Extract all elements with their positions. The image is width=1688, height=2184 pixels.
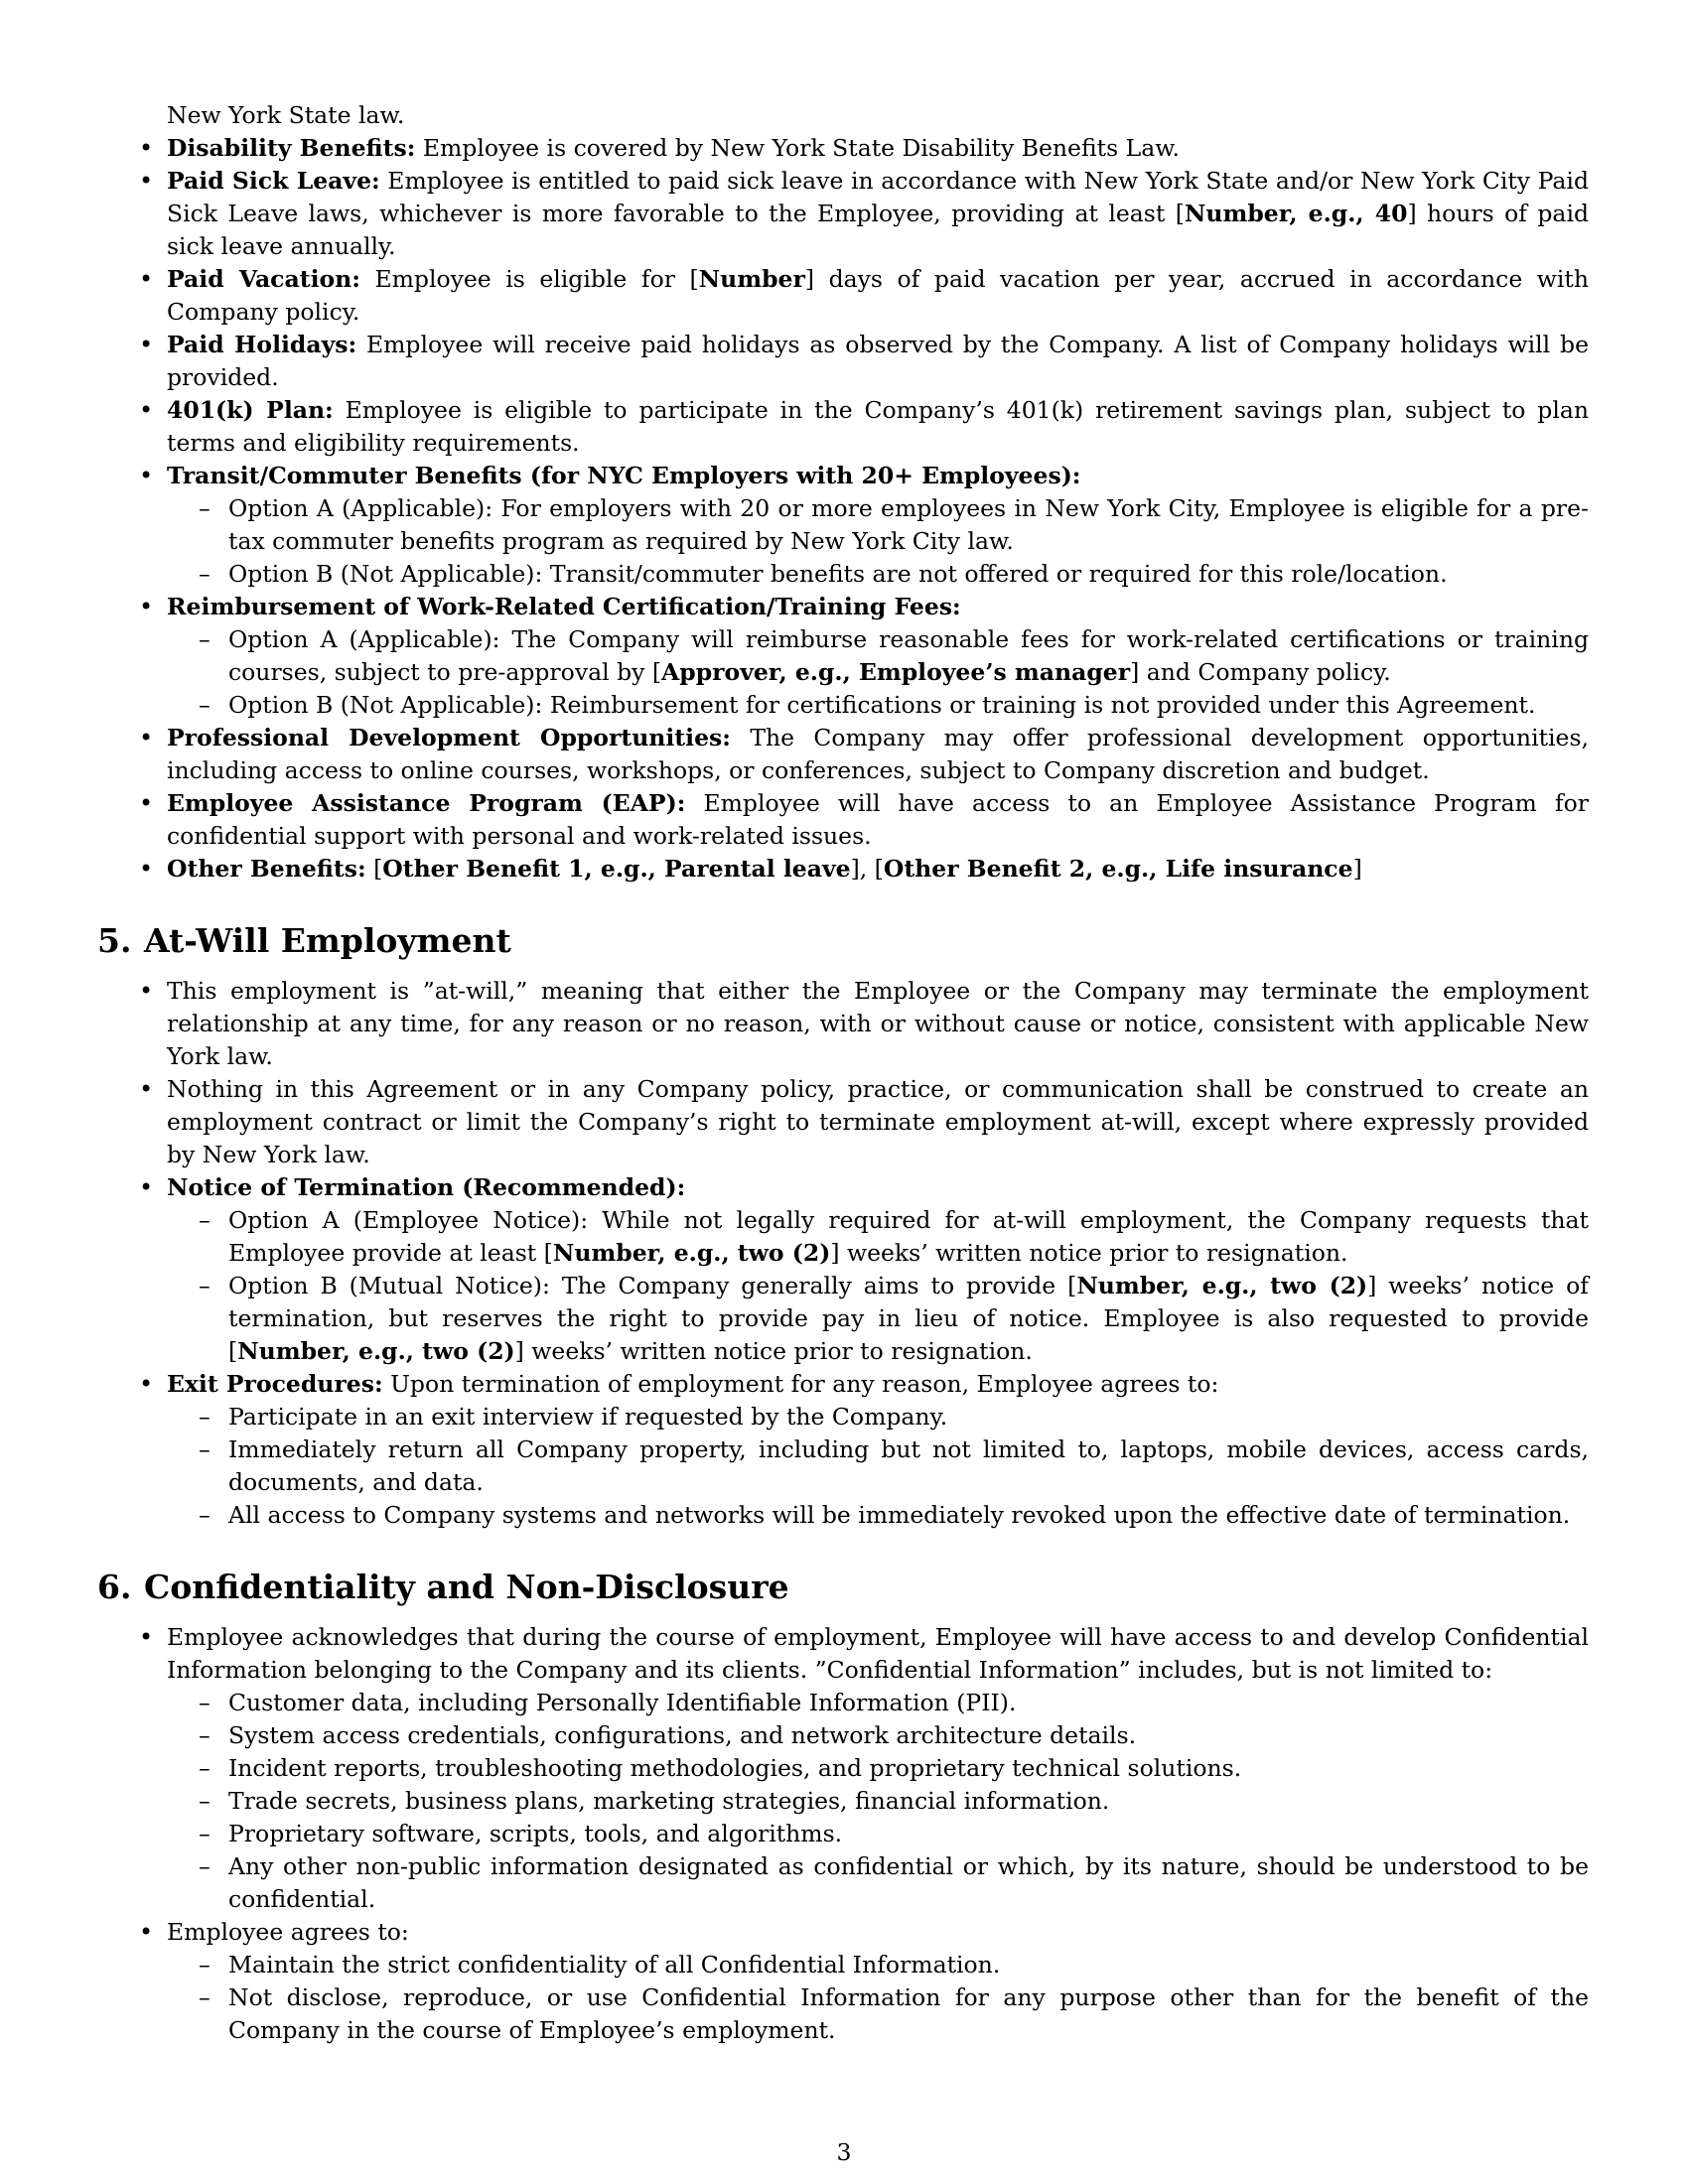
sub-list-item: – Immediately return all Company property, including but not limited to, laptops, mobile devices, access cards, documents, and data. (228, 1433, 1589, 1499)
list-item: • Professional Development Opportunities: The Company may offer professional development opportunities, including access to online courses, workshops, or conferences, subject to Company discretion and budget. (167, 722, 1589, 787)
confidentiality-list (167, 1621, 1589, 2047)
sub-list (167, 1204, 1589, 1368)
continued-text: New York State law. (167, 101, 405, 129)
sub-list-item: – System access credentials, configurations, and network architecture details. (228, 1719, 1589, 1752)
sub-list-item: – Incident reports, troubleshooting methodologies, and proprietary technical solutions. (228, 1752, 1589, 1785)
page-number: 3 (836, 2138, 852, 2166)
list-item: • Nothing in this Agreement or in any Company policy, practice, or communication shall be construed to create an employment contract or limit the Company’s right to terminate employment at-will, except where expressly provided by New York law. (167, 1073, 1589, 1171)
sub-list-item: – Option A (Employee Notice): While not legally required for at-will employment, the Company requests that Employee provide at least [Number, e.g., two (2)] weeks’ written notice prior to resignation. (228, 1204, 1589, 1270)
list-item: • Notice of Termination (Recommended): – Option A (Employee Notice): While not legally required for at-will employment, the Company requests that Employee provide at least [Number, e.g., two (2)] weeks’ written notice prior to resignation. – Option B (Mutual Notice): The Company generally aims to provide [Number, e.g., two (2)] weeks’ notice of termination, but reserves the right to provide pay in lieu of notice. Employee is also requested to provide [Number, e.g., two (2)] weeks’ written notice prior to resignation. (167, 1171, 1589, 1368)
list-item: • 401(k) Plan: Employee is eligible to participate in the Company’s 401(k) retirement savings plan, subject to plan terms and eligibility requirements. (167, 394, 1589, 460)
list-item: • Employee Assistance Program (EAP): Employee will have access to an Employee Assistance Program for confidential support with personal and work-related issues. (167, 787, 1589, 853)
at-will-list (167, 975, 1589, 1532)
sub-list (167, 1949, 1589, 2047)
list-item: • Paid Vacation: Employee is eligible for [Number] days of paid vacation per year, accrued in accordance with Company policy. (167, 263, 1589, 329)
sub-list-item: – Trade secrets, business plans, marketing strategies, financial information. (228, 1785, 1589, 1818)
list-item: • This employment is ”at-will,” meaning that either the Employee or the Company may terminate the employment relationship at any time, for any reason or no reason, with or without cause or notice, consistent with applicable New York law. (167, 975, 1589, 1073)
sub-list (167, 1401, 1589, 1532)
sub-list (167, 623, 1589, 722)
sub-list-item: – Any other non-public information designated as confidential or which, by its nature, should be understood to be confidential. (228, 1850, 1589, 1916)
list-item: • Other Benefits: [Other Benefit 1, e.g., Parental leave], [Other Benefit 2, e.g., Life insurance] (167, 853, 1589, 886)
benefits-list (167, 132, 1589, 886)
list-item: • Paid Holidays: Employee will receive paid holidays as observed by the Company. A list of Company holidays will be provided. (167, 329, 1589, 394)
list-item: • Disability Benefits: Employee is covered by New York State Disability Benefits Law. (167, 132, 1589, 165)
list-item: • Employee acknowledges that during the course of employment, Employee will have access to and develop Confidential Information belonging to the Company and its clients. ”Confidential Information” includes, but is not limited to: – Customer data, including Personally Identifiable Information (PII). – System access credentials, configurations, and network architecture details. – Incident reports, troubleshooting methodologies, and proprietary technical solutions. – Trade secrets, business plans, marketing strategies, financial information. – Proprietary software, scripts, tools, and algorithms. – Any other non-public information designated as confidential or which, by its nature, should be understood to be confidential. (167, 1621, 1589, 1916)
section-heading-confidentiality: 6. Confidentiality and Non-Disclosure (97, 1568, 789, 1606)
section-heading-at-will: 5. At-Will Employment (97, 921, 511, 960)
sub-list-item: – Not disclose, reproduce, or use Confidential Information for any purpose other than for the benefit of the Company in the course of Employee’s employment. (228, 1981, 1589, 2047)
sub-list-item: – Customer data, including Personally Identifiable Information (PII). (228, 1687, 1589, 1719)
sub-list-item: – Option B (Not Applicable): Transit/commuter benefits are not offered or required for this role/location. (228, 558, 1589, 591)
list-item: • Employee agrees to: – Maintain the strict confidentiality of all Confidential Information. – Not disclose, reproduce, or use Confidential Information for any purpose other than for the benefit of the Company in the course of Employee’s employment. (167, 1916, 1589, 2047)
sub-list-item: – All access to Company systems and networks will be immediately revoked upon the effective date of termination. (228, 1499, 1589, 1532)
sub-list-item: – Option A (Applicable): The Company will reimburse reasonable fees for work-related certifications or training courses, subject to pre-approval by [Approver, e.g., Employee’s manager] and Company policy. (228, 623, 1589, 689)
list-item: • Reimbursement of Work-Related Certification/Training Fees: – Option A (Applicable): The Company will reimburse reasonable fees for work-related certifications or training courses, subject to pre-approval by [Approver, e.g., Employee’s manager] and Company policy. – Option B (Not Applicable): Reimbursement for certifications or training is not provided under this Agreement. (167, 591, 1589, 722)
sub-list-item: – Proprietary software, scripts, tools, and algorithms. (228, 1818, 1589, 1850)
sub-list-item: – Maintain the strict confidentiality of all Confidential Information. (228, 1949, 1589, 1981)
list-item: • Paid Sick Leave: Employee is entitled to paid sick leave in accordance with New York State and/or New York City Paid Sick Leave laws, whichever is more favorable to the Employee, providing at least [Number, e.g., 40] hours of paid sick leave annually. (167, 165, 1589, 263)
sub-list (167, 492, 1589, 591)
sub-list-item: – Participate in an exit interview if requested by the Company. (228, 1401, 1589, 1433)
sub-list-item: – Option B (Not Applicable): Reimbursement for certifications or training is not provided under this Agreement. (228, 689, 1589, 722)
list-item: • Exit Procedures: Upon termination of employment for any reason, Employee agrees to: – Participate in an exit interview if requested by the Company. – Immediately return all Company property, including but not limited to, laptops, mobile devices, access cards, documents, and data. – All access to Company systems and networks will be immediately revoked upon the effective date of termination. (167, 1368, 1589, 1532)
sub-list (167, 1687, 1589, 1916)
page-content (97, 99, 1590, 2047)
sub-list-item: – Option B (Mutual Notice): The Company generally aims to provide [Number, e.g., two (2)] weeks’ notice of termination, but reserves the right to provide pay in lieu of notice. Employee is also requested to provide [Number, e.g., two (2)] weeks’ written notice prior to resignation. (228, 1270, 1589, 1368)
list-item: • Transit/Commuter Benefits (for NYC Employers with 20+ Employees): – Option A (Applicable): For employers with 20 or more employees in New York City, Employee is eligible for a pre-tax commuter benefits program as required by New York City law. – Option B (Not Applicable): Transit/commuter benefits are not offered or required for this role/location. (167, 460, 1589, 591)
sub-list-item: – Option A (Applicable): For employers with 20 or more employees in New York City, Employee is eligible for a pre-tax commuter benefits program as required by New York City law. (228, 492, 1589, 558)
